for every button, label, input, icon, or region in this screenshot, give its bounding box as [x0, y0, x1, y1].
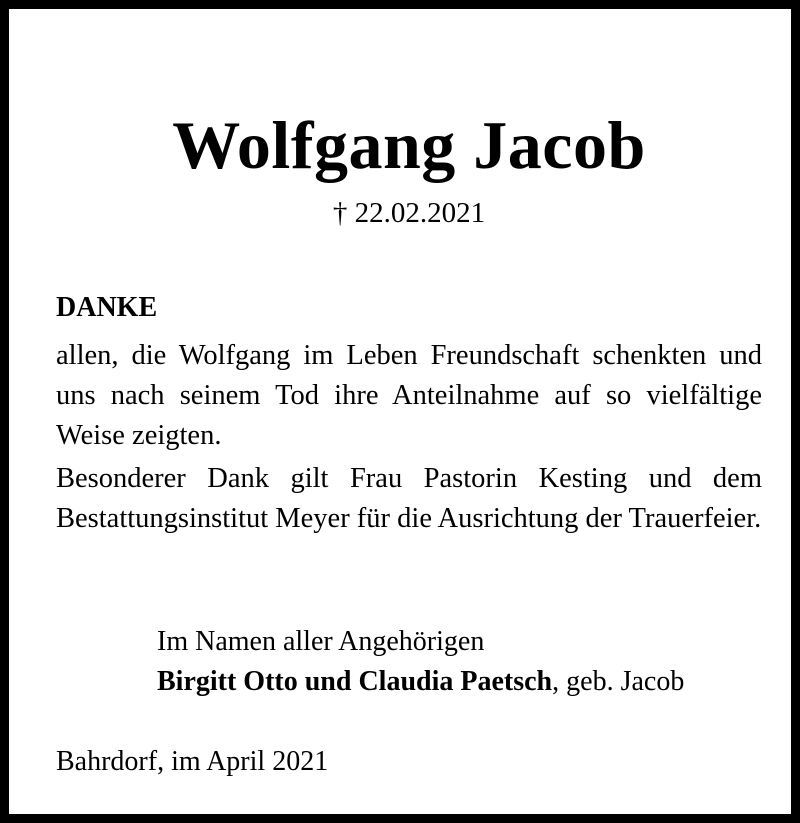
signature-suffix: , geb. Jacob [552, 666, 685, 697]
place-and-date: Bahrdorf, im April 2021 [56, 746, 329, 777]
signature-names: Birgitt Otto und Claudia Paetsch [157, 666, 553, 697]
signature-block [157, 622, 684, 702]
thanks-heading: DANKE [56, 292, 158, 323]
deceased-name: Wolfgang Jacob [172, 107, 646, 183]
signature-line [157, 662, 684, 702]
thanks-paragraph-2: Besonderer Dank gilt Frau Pastorin Kesting und dem Bestattungsinstitut Meyer für die Ausrichtung der Trauerfeier. [56, 463, 762, 534]
death-date: † 22.02.2021 [332, 197, 486, 229]
thanks-paragraph-1: allen, die Wolfgang im Leben Freundschaft schenkten und uns nach seinem Tod ihre Anteilnahme auf so vielfältige Weise zeigten. [56, 340, 762, 451]
signature-intro: Im Namen aller Angehörigen [157, 626, 485, 657]
